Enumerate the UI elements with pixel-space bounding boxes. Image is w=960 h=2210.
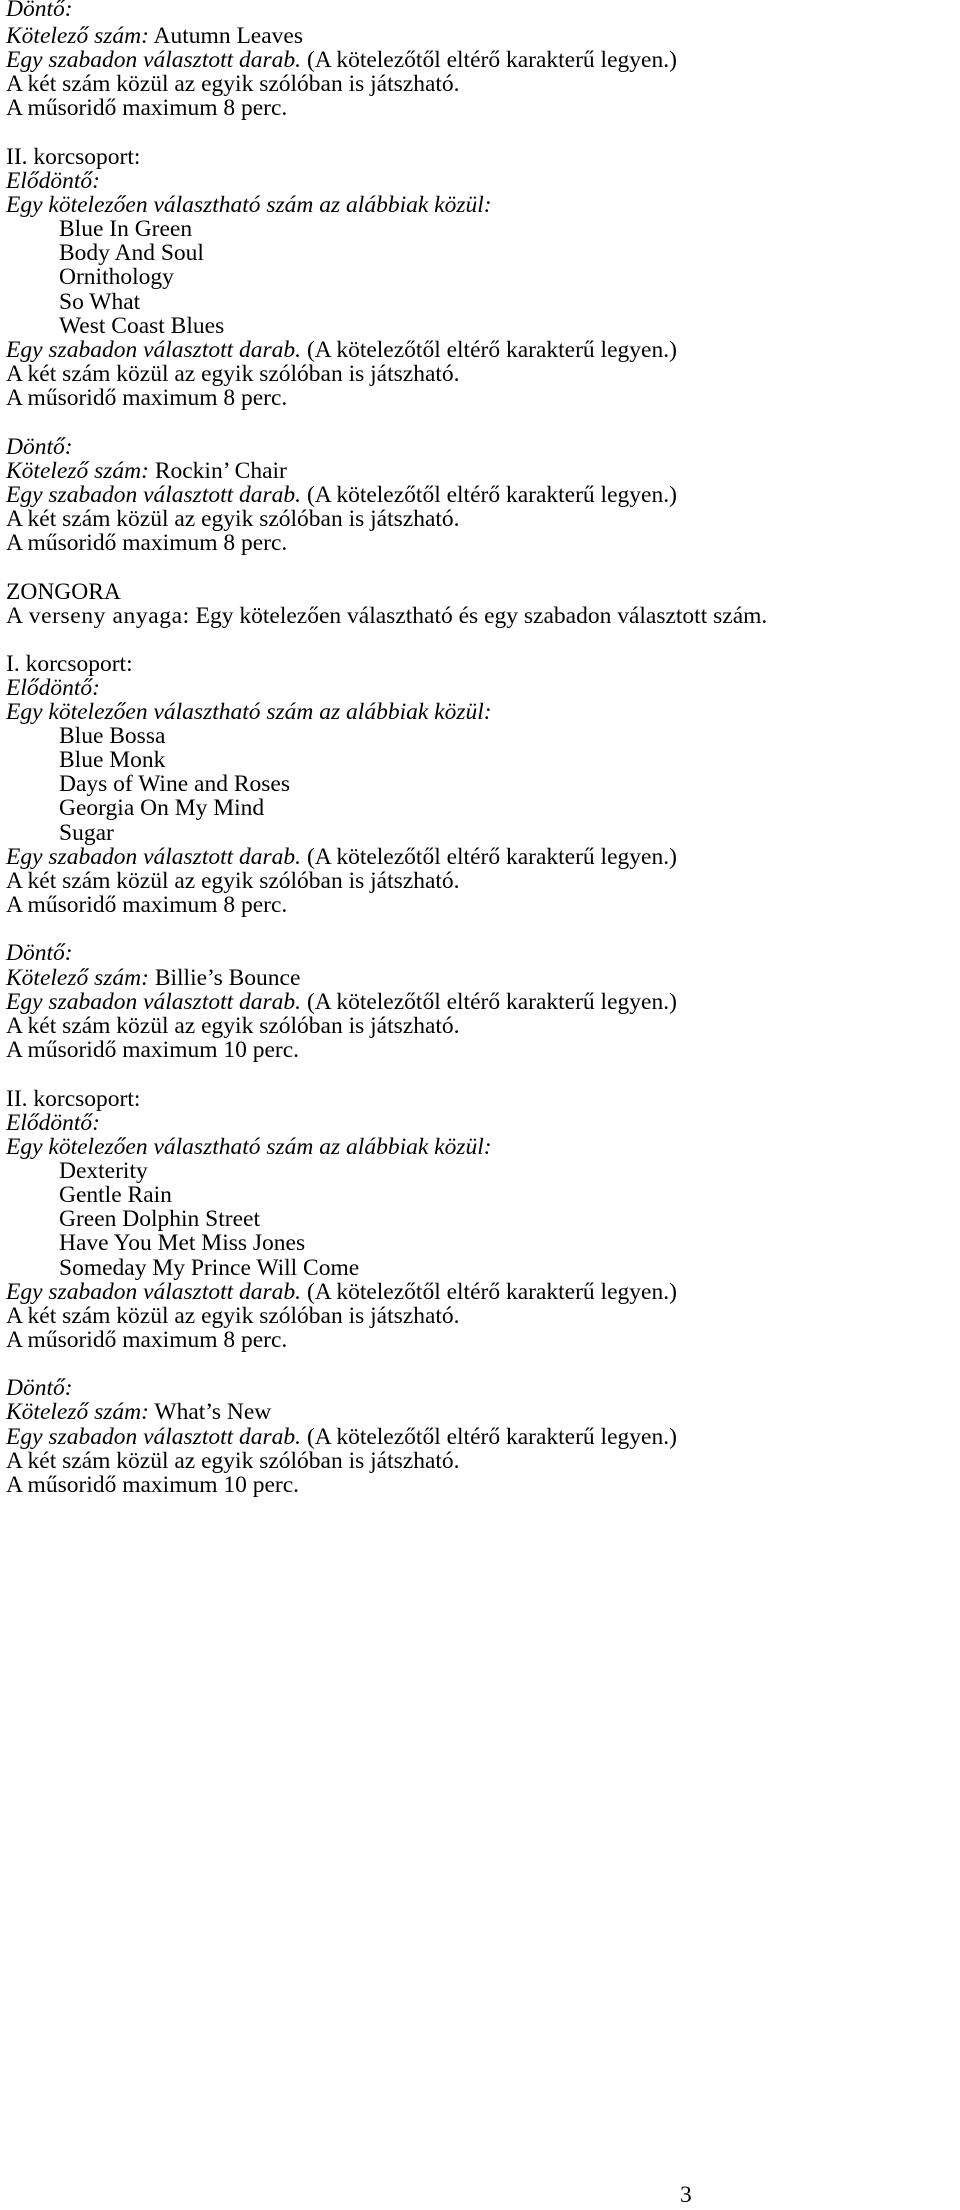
required-piece-label: Kötelező szám: [6,458,149,484]
time-limit-line: A műsoridő maximum 8 perc. [6,530,288,556]
required-piece-label: Kötelező szám: [6,23,149,49]
free-choice-text: Egy szabadon választott darab. [6,482,302,508]
time-limit-line: A műsoridő maximum 8 perc. [6,385,288,411]
tune-list-item: So What [59,289,141,315]
tune-list-item: Blue In Green [59,216,193,242]
free-choice-note: (A kötelezőtől eltérő karakterű legyen.) [306,1279,677,1305]
solo-line: A két szám közül az egyik szólóban is játszható. [6,868,460,894]
free-choice-text: Egy szabadon választott darab. [6,844,302,870]
tune-list-item: Georgia On My Mind [59,795,265,821]
free-choice-text: Egy szabadon választott darab. [6,47,302,73]
competition-material-text: Egy kötelezően választható és egy szabadon választott szám. [195,603,768,629]
tune-list-item: Dexterity [59,1158,148,1184]
free-choice-note: (A kötelezőtől eltérő karakterű legyen.) [306,337,677,363]
free-choice-note: (A kötelezőtől eltérő karakterű legyen.) [306,47,677,73]
choice-intro: Egy kötelezően választható szám az alábbiak közül: [6,699,492,725]
free-choice-text: Egy szabadon választott darab. [6,1424,302,1450]
tune-list-item: Ornithology [59,264,174,290]
solo-line: A két szám közül az egyik szólóban is játszható. [6,71,460,97]
prelim-heading: Elődöntő: [6,168,100,194]
time-limit-line: A műsoridő maximum 8 perc. [6,1327,288,1353]
tune-list-item: Body And Soul [59,240,204,266]
free-choice-note: (A kötelezőtől eltérő karakterű legyen.) [306,844,677,870]
tune-list-item: Gentle Rain [59,1182,172,1208]
tune-list-item: Blue Bossa [59,723,166,749]
solo-line: A két szám közül az egyik szólóban is játszható. [6,361,460,387]
time-limit-line: A műsoridő maximum 10 perc. [6,1037,300,1063]
choice-intro: Egy kötelezően választható szám az alábbiak közül: [6,1134,492,1160]
prelim-heading: Elődöntő: [6,1110,100,1136]
free-choice-note: (A kötelezőtől eltérő karakterű legyen.) [306,989,677,1015]
category-heading: I. korcsoport: [6,651,133,677]
competition-material-line [6,601,767,631]
tune-list-item: Sugar [59,820,114,846]
page-number: 3 [680,2182,692,2208]
required-piece-title: Autumn Leaves [153,23,303,49]
required-piece-label: Kötelező szám: [6,965,149,991]
final-heading: Döntő: [6,940,73,966]
free-choice-note: (A kötelezőtől eltérő karakterű legyen.) [306,1424,677,1450]
tune-list-item: Days of Wine and Roses [59,771,290,797]
time-limit-line: A műsoridő maximum 8 perc. [6,892,288,918]
final-heading: Döntő: [6,434,73,460]
choice-intro: Egy kötelezően választható szám az alábbiak közül: [6,192,492,218]
solo-line: A két szám közül az egyik szólóban is játszható. [6,1448,460,1474]
solo-line: A két szám közül az egyik szólóban is játszható. [6,1303,460,1329]
tune-list-item: West Coast Blues [59,313,225,339]
free-choice-text: Egy szabadon választott darab. [6,989,302,1015]
required-piece-title: What’s New [154,1399,272,1425]
required-piece-label: Kötelező szám: [6,1399,149,1425]
time-limit-line: A műsoridő maximum 10 perc. [6,1472,300,1498]
category-heading: II. korcsoport: [6,144,141,170]
final-label: Döntő: [6,0,73,22]
free-choice-note: (A kötelezőtől eltérő karakterű legyen.) [306,482,677,508]
free-choice-text: Egy szabadon választott darab. [6,337,302,363]
required-piece-title: Rockin’ Chair [154,458,287,484]
solo-line: A két szám közül az egyik szólóban is játszható. [6,506,460,532]
tune-list-item: Blue Monk [59,747,166,773]
final-heading: Döntő: [6,1375,73,1401]
competition-material-label: A verseny anyaga: [6,603,190,629]
tune-list-item: Have You Met Miss Jones [59,1230,306,1256]
required-piece-title: Billie’s Bounce [154,965,301,991]
free-choice-text: Egy szabadon választott darab. [6,1279,302,1305]
time-limit-line: A műsoridő maximum 8 perc. [6,95,288,121]
tune-list-item: Someday My Prince Will Come [59,1255,360,1281]
solo-line: A két szám közül az egyik szólóban is játszható. [6,1013,460,1039]
category-heading: II. korcsoport: [6,1086,141,1112]
tune-list-item: Green Dolphin Street [59,1206,261,1232]
section-heading-zongora: ZONGORA [6,579,121,605]
prelim-heading: Elődöntő: [6,675,100,701]
